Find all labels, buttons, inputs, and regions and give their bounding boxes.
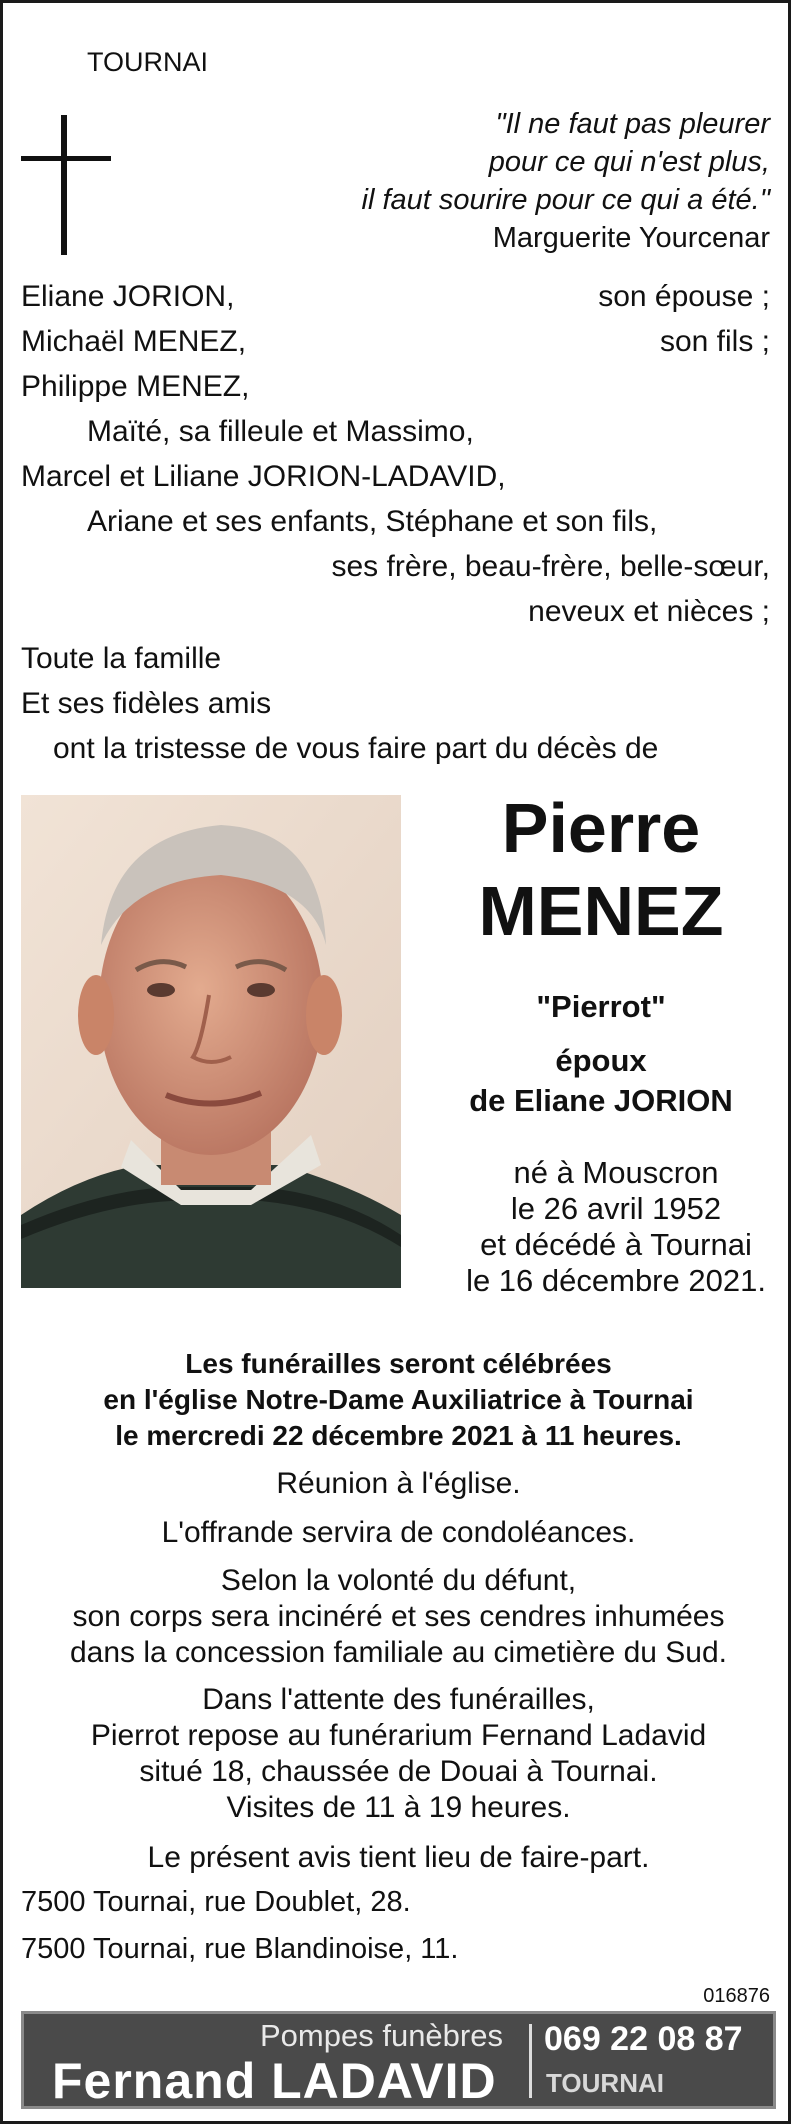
announcement-line: ont la tristesse de vous faire part du décès de	[53, 732, 659, 765]
deceased-nickname: "Pierrot"	[536, 989, 666, 1024]
banner-name: Fernand LADAVID	[52, 2053, 497, 2109]
address-line: 7500 Tournai, rue Doublet, 28.	[21, 1886, 411, 1918]
family-line: Eliane JORION,	[21, 280, 235, 313]
funeral-home-banner	[21, 2011, 776, 2109]
family-relation: son fils ;	[659, 325, 770, 358]
family-line: neveux et nièces ;	[528, 595, 770, 628]
banner-subtitle: Pompes funèbres	[260, 2018, 503, 2053]
banner-phone: 069 22 08 87	[544, 2020, 743, 2058]
family-relation: son épouse ;	[598, 280, 770, 313]
family-line: Et ses fidèles amis	[21, 687, 272, 720]
quote-line: pour ce qui n'est plus,	[488, 146, 770, 178]
address-line: 7500 Tournai, rue Blandinoise, 11.	[21, 1933, 459, 1965]
info-line: Visites de 11 à 19 heures.	[226, 1791, 571, 1824]
deceased-last-name: MENEZ	[478, 872, 724, 950]
info-line: Selon la volonté du défunt,	[220, 1564, 577, 1597]
death-line: le 16 décembre 2021.	[466, 1263, 766, 1298]
info-line: Dans l'attente des funérailles,	[202, 1683, 595, 1716]
reference-number: 016876	[703, 1985, 770, 2007]
info-line: situé 18, chaussée de Douai à Tournai.	[139, 1755, 658, 1788]
banner-city: TOURNAI	[546, 2068, 664, 2098]
info-line: L'offrande servira de condoléances.	[161, 1516, 636, 1549]
header-city: TOURNAI	[87, 47, 209, 77]
info-line: son corps sera incinéré et ses cendres inhumées	[72, 1600, 725, 1633]
quote-line: il faut sourire pour ce qui a été."	[361, 184, 770, 216]
family-line: Marcel et Liliane JORION-LADAVID,	[21, 460, 506, 493]
spouse-line: de Eliane JORION	[469, 1083, 733, 1118]
birth-line: né à Mouscron	[513, 1155, 719, 1190]
info-line: dans la concession familiale au cimetière du Sud.	[69, 1636, 728, 1669]
info-line: Pierrot repose au funérarium Fernand Ladavid	[90, 1719, 707, 1752]
banner-divider	[529, 2024, 532, 2098]
family-line: Philippe MENEZ,	[21, 370, 250, 403]
family-line: ses frère, beau-frère, belle-sœur,	[331, 550, 770, 583]
family-line: Ariane et ses enfants, Stéphane et son fils,	[87, 505, 658, 538]
portrait-photo	[21, 795, 401, 1288]
deceased-first-name: Pierre	[501, 789, 701, 867]
info-line: Le présent avis tient lieu de faire-part.	[147, 1841, 650, 1874]
quote-line: "Il ne faut pas pleurer	[495, 108, 770, 140]
ceremony-line: Les funérailles seront célébrées	[185, 1348, 612, 1379]
death-line: et décédé à Tournai	[480, 1227, 752, 1262]
family-line: Michaël MENEZ,	[21, 325, 247, 358]
birth-line: le 26 avril 1952	[510, 1191, 722, 1226]
quote-block	[362, 105, 770, 257]
info-line: Réunion à l'église.	[276, 1467, 521, 1500]
family-line: Maïté, sa filleule et Massimo,	[87, 415, 474, 448]
spouse-line: époux	[555, 1043, 647, 1078]
ceremony-line: le mercredi 22 décembre 2021 à 11 heures.	[115, 1420, 682, 1451]
ceremony-line: en l'église Notre-Dame Auxiliatrice à Tournai	[103, 1384, 694, 1415]
family-line: Toute la famille	[21, 642, 222, 675]
quote-author: Marguerite Yourcenar	[492, 222, 770, 254]
